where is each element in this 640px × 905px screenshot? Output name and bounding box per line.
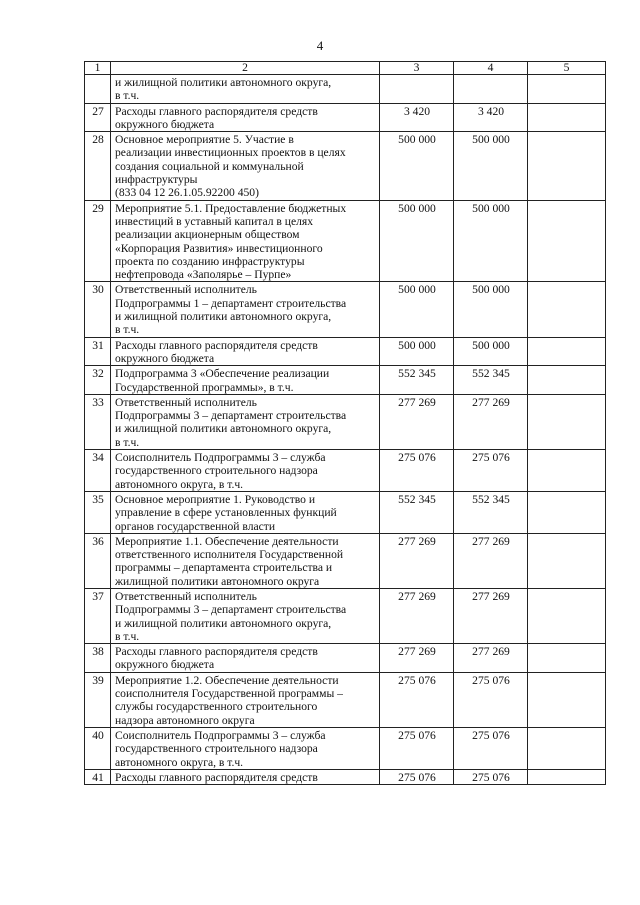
row-number-cell: 39 [85,672,111,727]
description-cell: Подпрограмма 3 «Обеспечение реализации Государственной программы», в т.ч. [111,366,380,395]
amount-col3-cell: 500 000 [380,337,454,366]
row-number-cell: 32 [85,366,111,395]
amount-col4-cell [454,75,528,104]
col5-cell [528,132,606,200]
row-number-cell: 29 [85,200,111,282]
table-row [85,533,606,588]
amount-col4-cell: 275 076 [454,672,528,727]
table-row [85,588,606,643]
table-row [85,727,606,769]
col5-cell [528,672,606,727]
column-header: 4 [454,62,528,75]
col5-cell [528,727,606,769]
amount-col4-cell: 552 345 [454,366,528,395]
column-header: 1 [85,62,111,75]
description-cell: Соисполнитель Подпрограммы 3 – служба государственного строительного надзора автономного округа, в т.ч. [111,450,380,492]
amount-col3-cell: 552 345 [380,366,454,395]
col5-cell [528,103,606,132]
table-row [85,491,606,533]
row-number-cell: 36 [85,533,111,588]
row-number-cell: 30 [85,282,111,337]
description-cell: Соисполнитель Подпрограммы 3 – служба государственного строительного надзора автономного округа, в т.ч. [111,727,380,769]
amount-col3-cell [380,75,454,104]
amount-col4-cell: 500 000 [454,132,528,200]
amount-col3-cell: 275 076 [380,769,454,784]
col5-cell [528,450,606,492]
row-number-cell: 28 [85,132,111,200]
amount-col3-cell: 500 000 [380,200,454,282]
amount-col4-cell: 275 076 [454,769,528,784]
description-cell: Расходы главного распорядителя средств [111,769,380,784]
col5-cell [528,366,606,395]
budget-table [84,61,606,785]
amount-col4-cell: 277 269 [454,533,528,588]
amount-col3-cell: 552 345 [380,491,454,533]
amount-col3-cell: 277 269 [380,644,454,673]
col5-cell [528,491,606,533]
table-header-row [85,62,606,75]
amount-col4-cell: 500 000 [454,200,528,282]
row-number-cell: 31 [85,337,111,366]
col5-cell [528,200,606,282]
amount-col4-cell: 500 000 [454,337,528,366]
table-row [85,366,606,395]
table-row [85,282,606,337]
amount-col4-cell: 277 269 [454,644,528,673]
table-row [85,75,606,104]
table-row [85,337,606,366]
row-number-cell: 37 [85,588,111,643]
column-header: 5 [528,62,606,75]
page-number: 4 [316,38,324,53]
description-cell: Ответственный исполнитель Подпрограммы 1 – департамент строительства и жилищной политики автономного округа, в т.ч. [111,282,380,337]
row-number-cell: 35 [85,491,111,533]
row-number-cell: 34 [85,450,111,492]
row-number-cell: 27 [85,103,111,132]
column-header: 3 [380,62,454,75]
table-row [85,394,606,449]
amount-col3-cell: 275 076 [380,727,454,769]
description-cell: Ответственный исполнитель Подпрограммы 3 – департамент строительства и жилищной политики автономного округа, в т.ч. [111,394,380,449]
amount-col3-cell: 277 269 [380,533,454,588]
column-header: 2 [111,62,380,75]
table-row [85,672,606,727]
col5-cell [528,394,606,449]
row-number-cell: 38 [85,644,111,673]
col5-cell [528,75,606,104]
col5-cell [528,769,606,784]
description-cell: Расходы главного распорядителя средств окружного бюджета [111,644,380,673]
col5-cell [528,533,606,588]
amount-col4-cell: 3 420 [454,103,528,132]
table-row [85,200,606,282]
col5-cell [528,282,606,337]
amount-col4-cell: 500 000 [454,282,528,337]
row-number-cell: 41 [85,769,111,784]
amount-col4-cell: 275 076 [454,727,528,769]
description-cell: Мероприятие 5.1. Предоставление бюджетных инвестиций в уставный капитал в целях реализации акционерным обществом «Корпорация Развития» инвестиционного проекта по созданию инфраструктуры нефтепровода «Заполярье – Пурпе» [111,200,380,282]
amount-col4-cell: 277 269 [454,394,528,449]
description-cell: Мероприятие 1.1. Обеспечение деятельности ответственного исполнителя Государственной программы – департамента строительства и жилищной политики автономного округа [111,533,380,588]
table-row [85,769,606,784]
description-cell: Основное мероприятие 5. Участие в реализации инвестиционных проектов в целях создания социальной и коммунальной инфраструктуры (833 04 12 26.1.05.92200 450) [111,132,380,200]
table-row [85,103,606,132]
amount-col3-cell: 277 269 [380,588,454,643]
description-cell: Ответственный исполнитель Подпрограммы 3 – департамент строительства и жилищной политики автономного округа, в т.ч. [111,588,380,643]
amount-col4-cell: 277 269 [454,588,528,643]
description-cell: Расходы главного распорядителя средств окружного бюджета [111,337,380,366]
description-cell: и жилищной политики автономного округа, в т.ч. [111,75,380,104]
description-cell: Основное мероприятие 1. Руководство и управление в сфере установленных функций органов государственной власти [111,491,380,533]
row-number-cell: 33 [85,394,111,449]
description-cell: Мероприятие 1.2. Обеспечение деятельности соисполнителя Государственной программы – службы государственного строительного надзора автономного округа [111,672,380,727]
col5-cell [528,337,606,366]
table-row [85,644,606,673]
amount-col3-cell: 275 076 [380,672,454,727]
amount-col3-cell: 500 000 [380,132,454,200]
amount-col4-cell: 275 076 [454,450,528,492]
table-row [85,132,606,200]
amount-col3-cell: 277 269 [380,394,454,449]
row-number-cell [85,75,111,104]
amount-col3-cell: 275 076 [380,450,454,492]
amount-col3-cell: 3 420 [380,103,454,132]
row-number-cell: 40 [85,727,111,769]
table-row [85,450,606,492]
description-cell: Расходы главного распорядителя средств окружного бюджета [111,103,380,132]
amount-col4-cell: 552 345 [454,491,528,533]
col5-cell [528,588,606,643]
amount-col3-cell: 500 000 [380,282,454,337]
col5-cell [528,644,606,673]
